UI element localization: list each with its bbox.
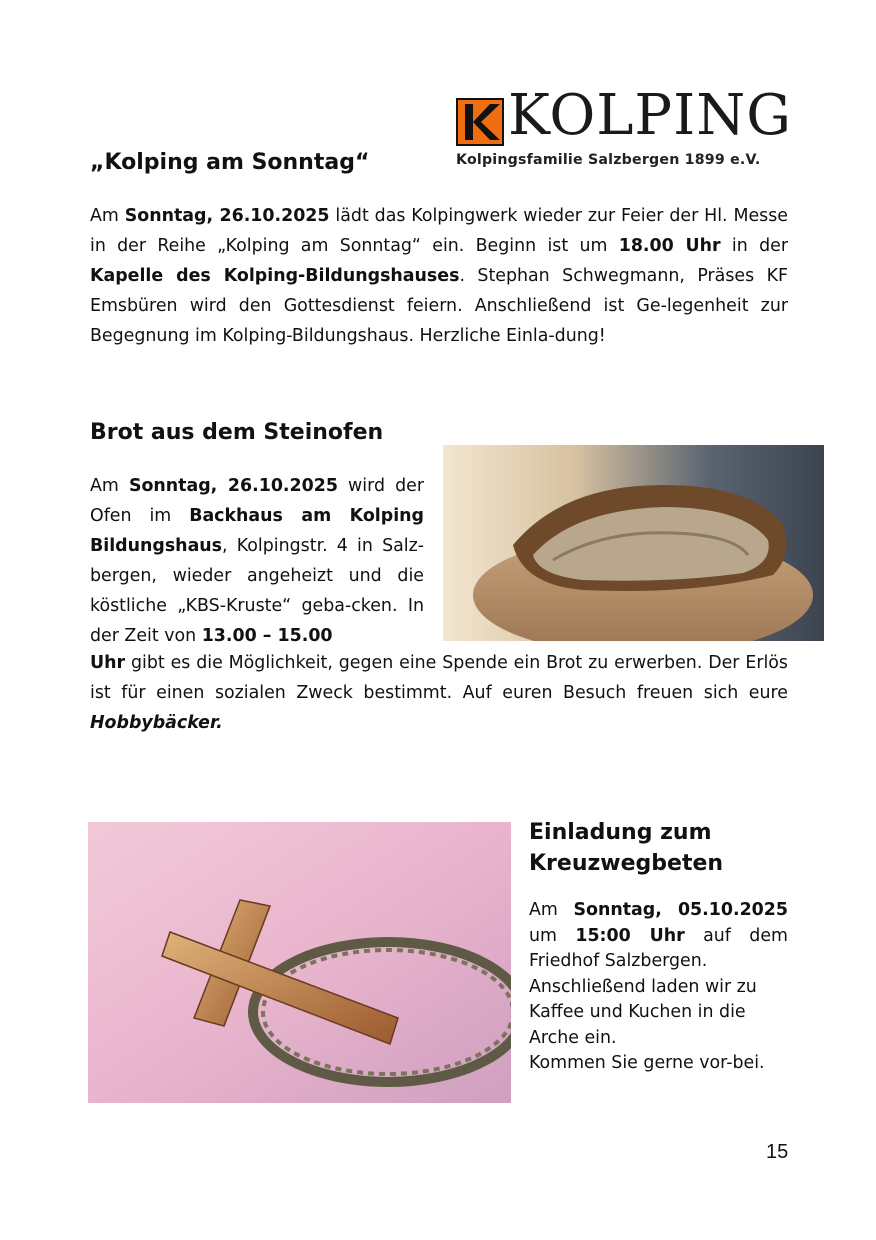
section2-body-wrapped: Am Sonntag, 26.10.2025 wird der Ofen im Backhaus am Kolping Bildungshaus, Kolpingstr. 4 in Salz-bergen, wieder angeheizt und die köstliche „KBS-Kruste“ geba-cken. In der Zeit von 13.00 – 15.00 [90,476,424,646]
bread-image-icon [443,445,824,641]
section2-body-full: Uhr gibt es die Möglichkeit, gegen eine Spende ein Brot zu erwerben. Der Erlös ist für einen sozialen Zweck bestimmt. Auf euren Besuch freuen sich eure Hobbybäcker. [90,653,788,733]
section1-title: „Kolping am Sonntag“ [90,150,370,175]
section2-title: Brot aus dem Steinofen [90,420,384,445]
cross-image-icon [88,822,511,1103]
kolping-k-icon [456,98,504,146]
cross-photo [88,822,511,1103]
page-number: 15 [766,1141,789,1163]
kolping-wordmark: KOLPING [508,83,792,148]
bread-photo [443,445,824,641]
section3-body [529,898,788,1077]
section3-paragraph-3: Kommen Sie gerne vor-bei. [529,1053,765,1073]
kolping-subtitle: Kolpingsfamilie Salzbergen 1899 e.V. [456,152,761,168]
kolping-logo-mark [456,98,504,146]
section3-paragraph-1: Am Sonntag, 05.10.2025 um 15:00 Uhr auf dem Friedhof Salzbergen. [529,900,788,971]
section3-title: Einladung zum Kreuzwegbeten [529,820,724,876]
section3-paragraph-2: Anschließend laden wir zu Kaffee und Kuchen in die Arche ein. [529,976,757,1048]
section1-body: Am Sonntag, 26.10.2025 lädt das Kolpingwerk wieder zur Feier der Hl. Messe in der Reihe „Kolping am Sonntag“ ein. Beginn ist um 18.00 Uhr in der Kapelle des Kolping-Bildungshauses. Stephan Schwegmann, Präses KF Emsbüren wird den Gottesdienst feiern. Anschließend ist Ge-legenheit zur Begegnung im Kolping-Bildungshaus. Herzliche Einla-dung! [90,206,789,346]
